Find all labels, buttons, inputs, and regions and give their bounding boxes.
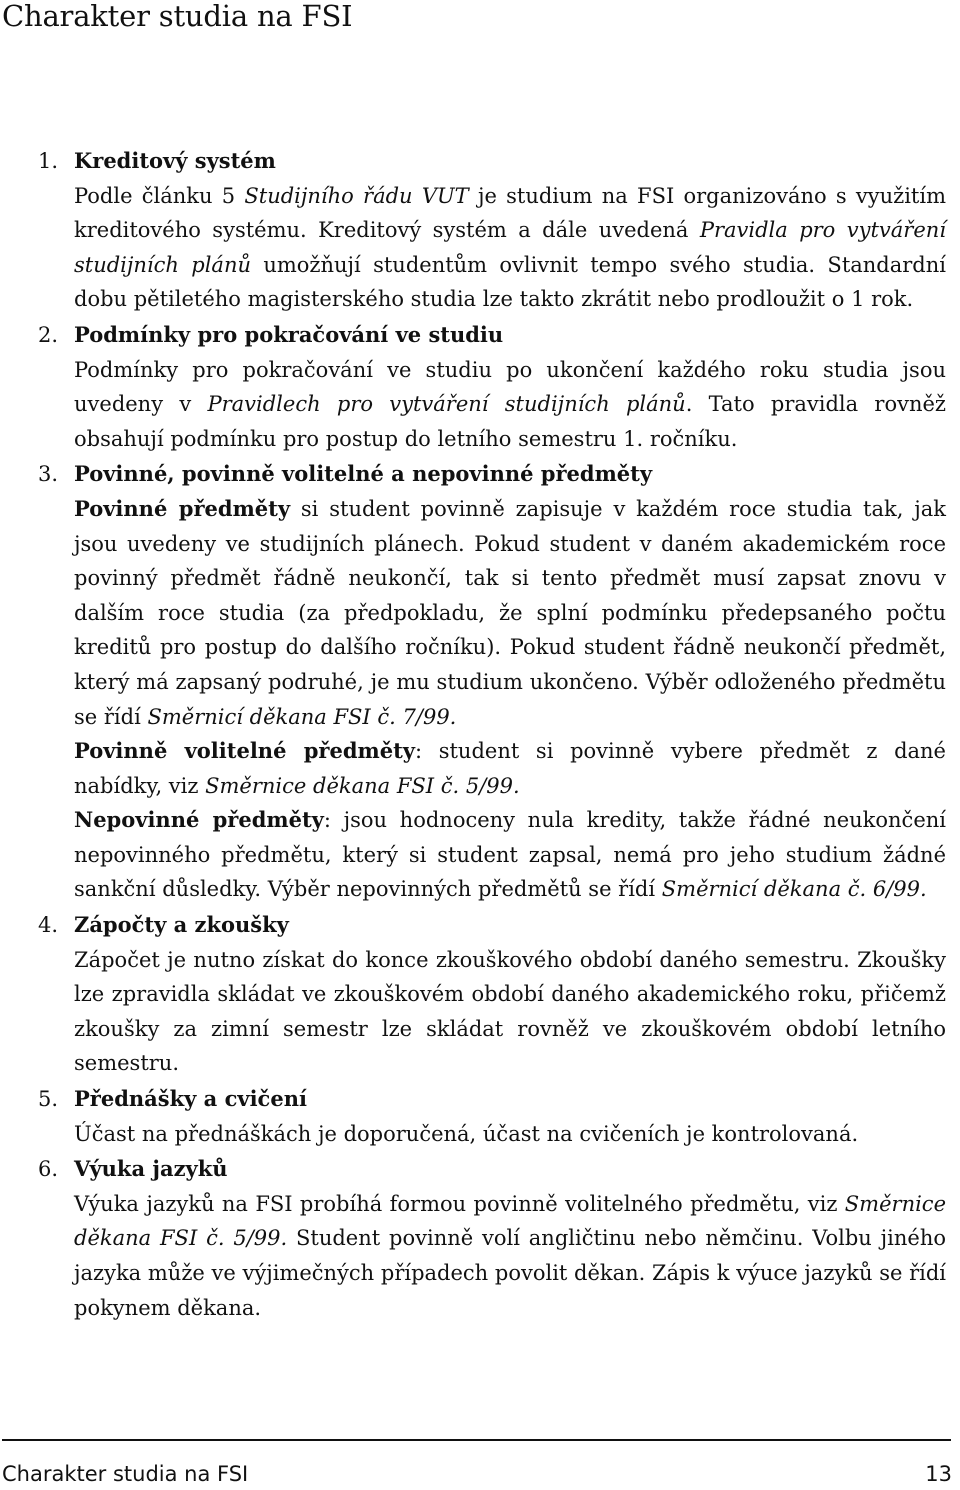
text-run: Výuka jazyků na FSI probíhá formou povinně volitelného předmětu, viz xyxy=(74,1191,845,1216)
text-run: si student povinně zapisuje v každém roce studia tak, jak jsou uvedeny ve studijních plánech. Pokud student v daném akademickém roce povinný předmět řádně neukončí, tak si tento předmět musí zapsat znovu v dalším roce studia (za předpokladu, že splní podmínku předepsaného počtu kreditů pro postup do dalšího ročníku). Pokud student řádně neukončí předmět, který má zapsaný podruhé, je mu studium ukončeno. Výběr odloženého předmětu se řídí xyxy=(74,496,946,729)
footer-title: Charakter studia na FSI xyxy=(2,1462,249,1486)
bold-term: Nepovinné předměty xyxy=(74,807,324,833)
text-run: Podmínky pro pokračování ve studiu po ukončení každého roku studia jsou uvedeny v xyxy=(74,357,946,417)
section-paragraph xyxy=(74,179,946,317)
bold-term: Povinně volitelné předměty xyxy=(74,738,415,764)
section-5 xyxy=(0,1082,960,1151)
section-heading: Přednášky a cvičení xyxy=(74,1086,307,1112)
section-number: 3. xyxy=(38,462,59,487)
italic-reference: Studijního řádu VUT xyxy=(244,183,469,208)
section-paragraph xyxy=(74,492,946,734)
footer-divider xyxy=(2,1439,951,1441)
section-number: 5. xyxy=(38,1087,59,1112)
section-number: 4. xyxy=(38,913,59,938)
text-run: je studium na FSI organizováno s využitím kreditového systému. Kreditový systém a dále uvedená xyxy=(74,183,947,243)
section-heading: Kreditový systém xyxy=(74,148,276,173)
section-paragraph xyxy=(74,353,946,457)
section-2 xyxy=(0,318,960,456)
text-run: umožňují studentům ovlivnit tempo svého studia. Standardní dobu pětiletého magisterského studia lze takto zkrátit nebo prodloužit o 1 rok. xyxy=(74,252,946,312)
page-number: 13 xyxy=(925,1462,952,1486)
section-4 xyxy=(0,908,960,1081)
italic-reference: Směrnice děkana FSI č. 5/99. xyxy=(74,1191,946,1251)
italic-reference: Směrnicí děkana FSI č. 7/99. xyxy=(147,704,457,729)
section-paragraph xyxy=(74,1187,946,1325)
section-heading: Zápočty a zkoušky xyxy=(74,912,289,938)
text-run: Podle článku 5 xyxy=(74,183,245,208)
italic-reference: Směrnicí děkana č. 6/99. xyxy=(661,877,927,902)
section-3 xyxy=(0,457,960,907)
section-heading: Podmínky pro pokračování ve studiu xyxy=(74,321,504,347)
section-1 xyxy=(0,144,960,317)
italic-reference: Směrnice děkana FSI č. 5/99. xyxy=(205,773,520,798)
section-paragraph: Zápočet je nutno získat do konce zkouškového období daného semestru. Zkoušky lze zpravidla skládat ve zkouškovém období daného akademického roku, přičemž zkoušky za zimní semestr lze skládat rovněž ve zkouškovém období letního semestru. xyxy=(74,947,946,1076)
italic-reference: Pravidla pro vytváření studijních plánů xyxy=(74,218,946,277)
section-heading: Povinné, povinně volitelné a nepovinné předměty xyxy=(74,461,653,487)
section-paragraph xyxy=(74,734,946,803)
text-run: Student povinně volí angličtinu nebo němčinu. Volbu jiného jazyka může ve výjimečných případech povolit děkan. Zápis k výuce jazyků se řídí pokynem děkana. xyxy=(74,1226,947,1320)
italic-reference: Pravidlech pro vytváření studijních plánů xyxy=(207,392,686,417)
section-number: 6. xyxy=(38,1157,59,1182)
section-number: 1. xyxy=(38,149,59,173)
page-title: Charakter studia na FSI xyxy=(2,0,353,33)
section-paragraph: Účast na přednáškách je doporučená, účast na cvičeních je kontrolovaná. xyxy=(74,1121,859,1146)
section-heading: Výuka jazyků xyxy=(74,1156,228,1182)
page-content xyxy=(0,144,960,1326)
bold-term: Povinné předměty xyxy=(74,495,291,521)
text-run: . Tato pravidla rovněž obsahují podmínku pro postup do letního semestru 1. ročníku. xyxy=(74,392,946,451)
section-6 xyxy=(0,1152,960,1325)
section-paragraph xyxy=(74,803,946,907)
text-run: : student si povinně vybere předmět z dané nabídky, viz xyxy=(74,739,946,798)
section-number: 2. xyxy=(38,322,59,347)
text-run: : jsou hodnoceny nula kredity, takže řádné neukončení nepovinného předmětu, který si student zapsal, nemá pro jeho studium žádné sankční důsledky. Výběr nepovinných předmětů se řídí xyxy=(74,808,946,902)
